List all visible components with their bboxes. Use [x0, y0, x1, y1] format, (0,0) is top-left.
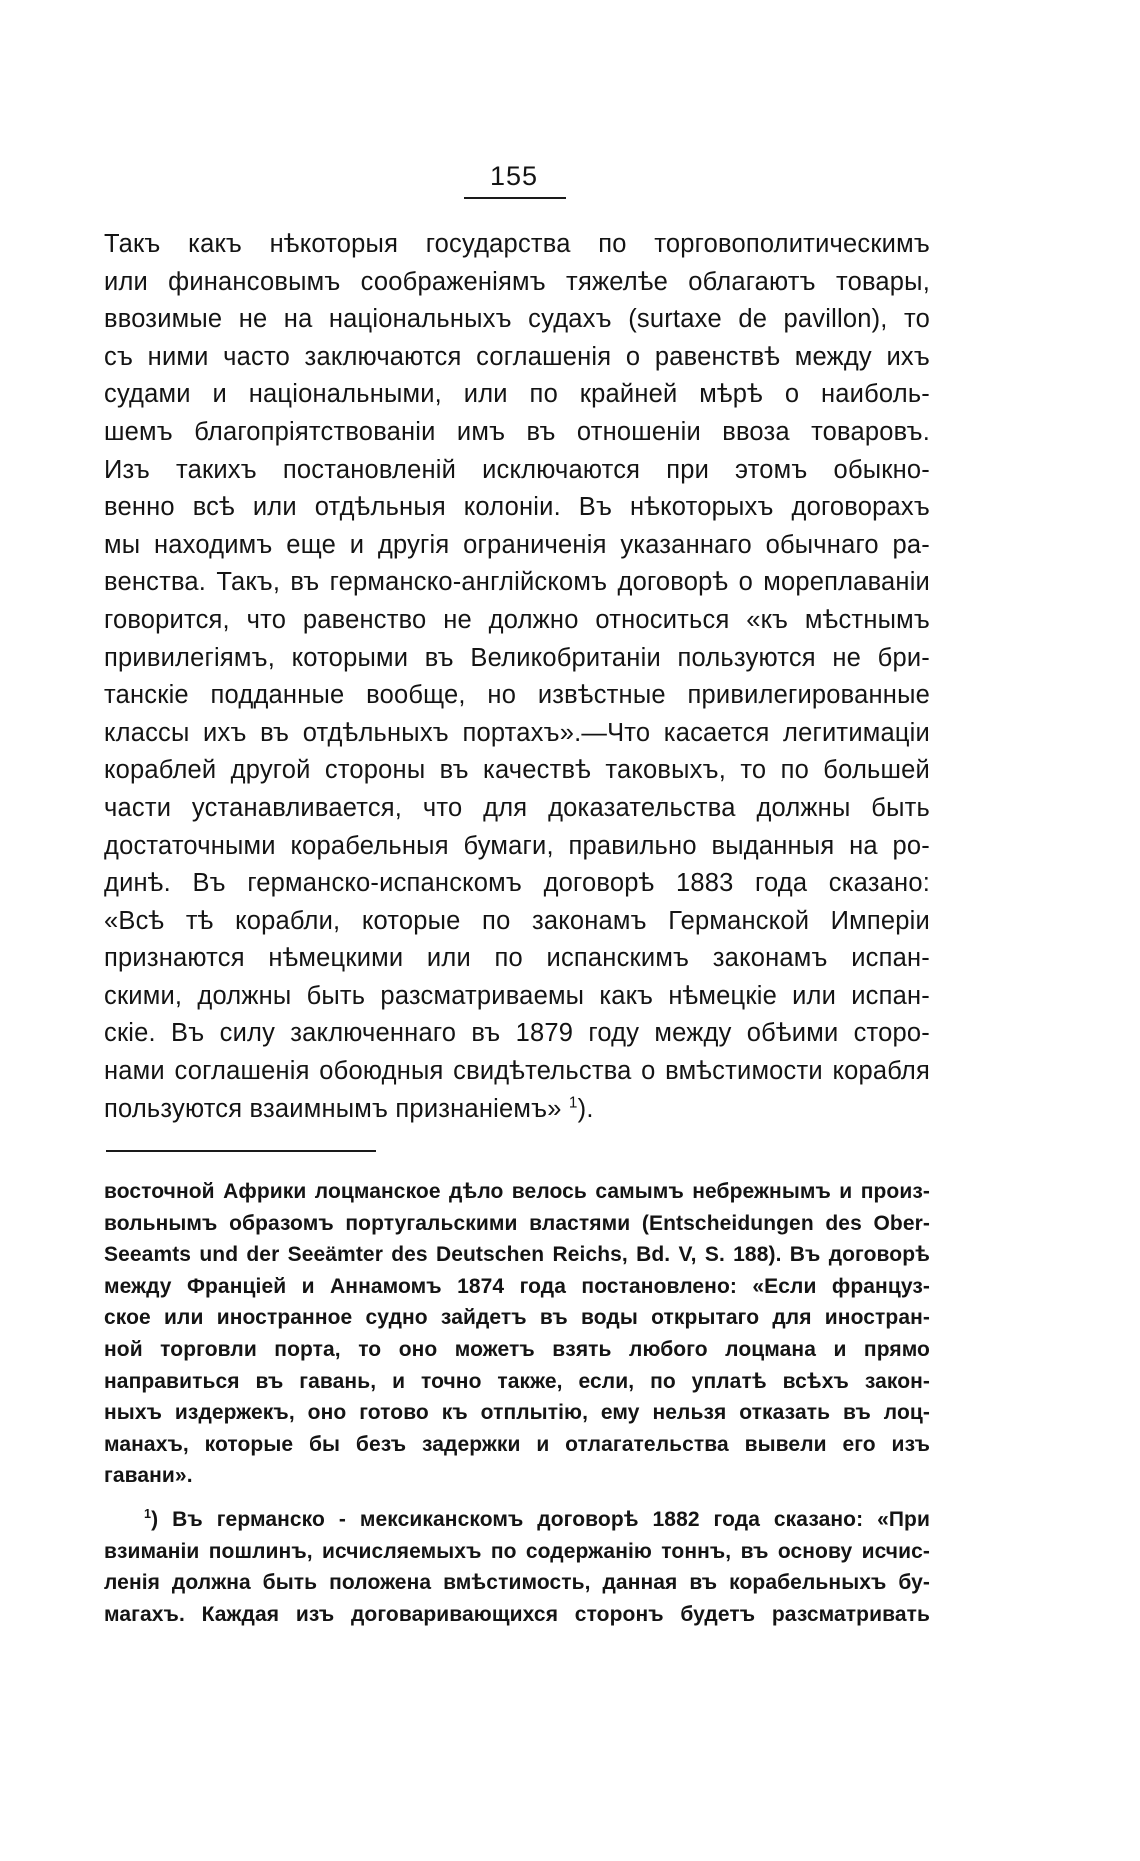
text-line: скіе. Въ силу заключеннаго въ 1879 году между обѣими сторо- [104, 1019, 930, 1048]
footnote-line: ленія должна быть положена вмѣстимость, данная въ корабельныхъ бу- [104, 1571, 930, 1595]
page-number-rule [464, 197, 566, 199]
text-line: признаются нѣмецкими или по испанскимъ законамъ испан- [104, 944, 930, 973]
text-line: или финансовымъ соображеніямъ тяжелѣе облагаютъ товары, [104, 267, 930, 296]
footnote-line: между Франціей и Аннамомъ 1874 года постановлено: «Если француз- [104, 1274, 930, 1298]
footnotes [104, 1176, 930, 1630]
text-line: танскіе подданные вообще, но извѣстные привилегированные [104, 681, 930, 710]
footnote-marker: 1 [144, 1506, 152, 1521]
text-line: ввозимые не на національныхъ судахъ (surtaxe de pavillon), то [104, 305, 930, 334]
text-line: динѣ. Въ германско-испанскомъ договорѣ 1883 года сказано: [104, 869, 930, 898]
text-line: шемъ благопріятствованіи имъ въ отношеніи ввоза товаровъ. [104, 417, 930, 446]
text-line: скими, должны быть разсматриваемы какъ нѣмецкіе или испан- [104, 981, 930, 1010]
text-line: Изъ такихъ постановленій исключаются при этомъ обыкно- [104, 455, 930, 484]
footnote-line: Seeamts und der Seeämter des Deutschen Reichs, Bd. V, S. 188). Въ договорѣ [104, 1243, 930, 1267]
footnote-line-last: гавани». [104, 1464, 193, 1488]
text-line: части устанавливается, что для доказательства должны быть [104, 793, 930, 822]
footnote-line: взиманіи пошлинъ, исчисляемыхъ по содержанію тоннъ, въ основу исчис- [104, 1539, 930, 1563]
text-line: «Всѣ тѣ корабли, которые по законамъ Германской Имперіи [104, 906, 930, 935]
footnote-reference[interactable]: 1 [568, 1094, 578, 1112]
text-line: говорится, что равенство не должно относиться «къ мѣстнымъ [104, 605, 930, 634]
page-number: 155 [489, 161, 539, 191]
text-line: кораблей другой стороны въ качествѣ таковыхъ, то по большей [104, 756, 930, 785]
main-text [104, 226, 930, 1128]
footnote-gap [104, 1492, 930, 1504]
footnote-line: магахъ. Каждая изъ договаривающихся сторонъ будетъ разсматривать [104, 1602, 930, 1626]
footnote-line: направиться въ гавань, и точно также, если, по уплатѣ всѣхъ закон- [104, 1369, 930, 1393]
text-line: съ ними часто заключаются соглашенія о равенствѣ между ихъ [104, 342, 930, 371]
text-line: венства. Такъ, въ германско-англійскомъ договорѣ о мореплаваніи [104, 568, 930, 597]
footnote-line: ское или иностранное судно зайдетъ въ воды открытаго для иностран- [104, 1306, 930, 1330]
text-line: классы ихъ въ отдѣльныхъ портахъ».—Что касается легитимаціи [104, 718, 930, 747]
footnote-line: манахъ, которые бы безъ задержки и отлагательства вывели его изъ [104, 1432, 930, 1456]
footnote-line: ной торговли порта, то оно можетъ взять любого лоцмана и прямо [104, 1337, 930, 1361]
text-line: нами соглашенія обоюдныя свидѣтельства о вмѣстимости корабля [104, 1057, 930, 1086]
footnote-line: восточной Африки лоцманское дѣло велось самымъ небрежнымъ и произ- [104, 1180, 930, 1203]
text-line: судами и національными, или по крайней мѣрѣ о наиболь- [104, 380, 930, 409]
text-line: Такъ какъ нѣкоторыя государства по торговополитическимъ [104, 230, 930, 258]
footnote-1-first-line [104, 1504, 930, 1536]
text-line: венно всѣ или отдѣльныя колоніи. Въ нѣкоторыхъ договорахъ [104, 493, 930, 522]
footnote-1-first-text: ) Въ германско - мексиканскомъ договорѣ 1882 года сказано: «При [151, 1507, 930, 1531]
footnote-line: ныхъ издержекъ, оно готово къ отплытію, ему нельзя отказать въ лоц- [104, 1401, 930, 1425]
text-line: привилегіямъ, которыми въ Великобританіи пользуются не бри- [104, 643, 930, 672]
text-line-last-end: ). [577, 1094, 594, 1123]
text-line: достаточными корабельныя бумаги, правильно выданныя на ро- [104, 831, 930, 860]
text-line: мы находимъ еще и другія ограниченія указаннаго обычнаго ра- [104, 530, 930, 559]
text-line-last [104, 1091, 930, 1129]
text-line-last-words: пользуются взаимнымъ признаніемъ» [104, 1094, 562, 1123]
footnote-separator [106, 1150, 376, 1152]
footnote-line: вольнымъ образомъ португальскими властями (Entscheidungen des Ober- [104, 1211, 930, 1235]
